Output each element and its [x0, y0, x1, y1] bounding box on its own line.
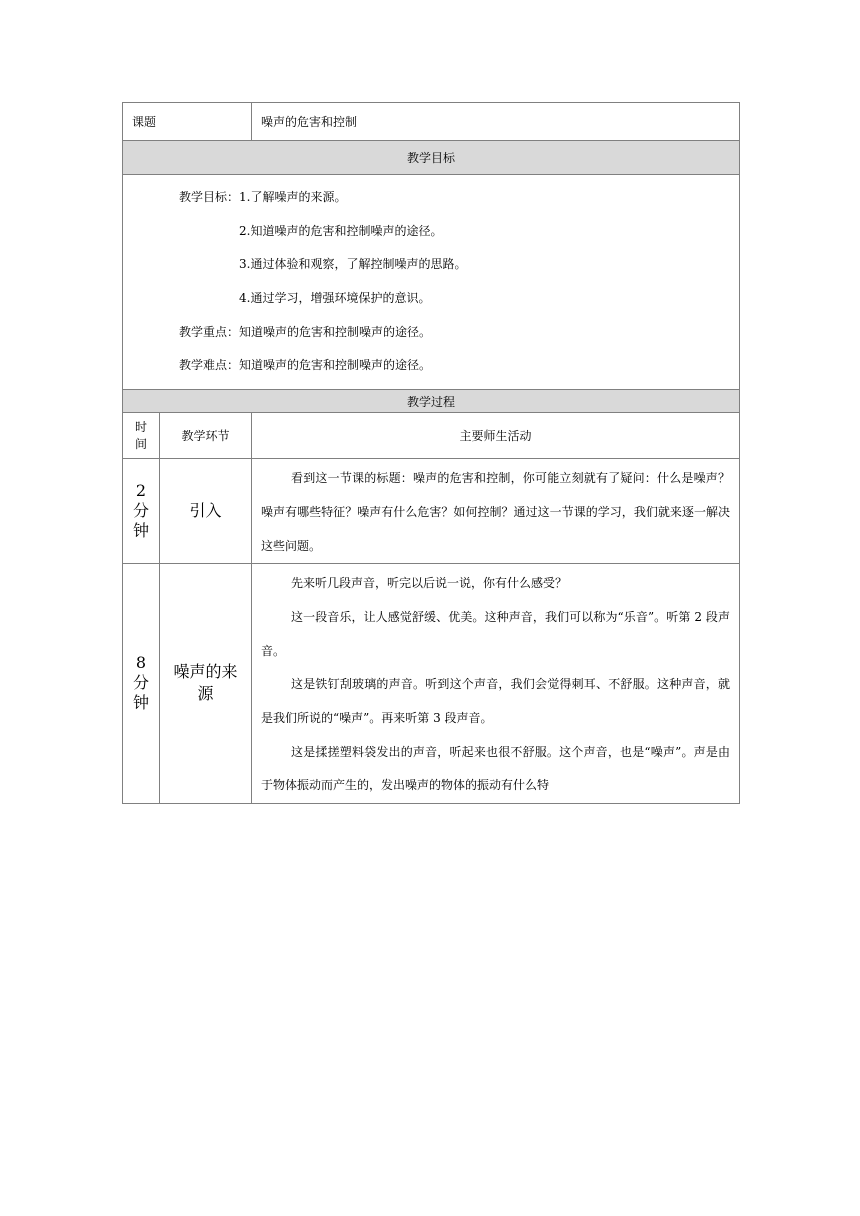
key-point-label: 教学重点：	[178, 324, 239, 339]
col-activity-header: 主要师生活动	[252, 413, 740, 459]
objectives-banner: 教学目标	[123, 141, 740, 175]
table-row	[123, 564, 740, 804]
col-time-header: 时间	[123, 413, 160, 459]
goal-item: 4.通过学习，增强环境保护的意识。	[239, 291, 431, 306]
activity-paragraph: 看到这一节课的标题：噪声的危害和控制，你可能立刻就有了疑问：什么是噪声？噪声有哪些特征？噪声有什么危害？如何控制？通过这一节课的学习，我们就来逐一解决这些问题。	[261, 471, 731, 553]
activity-paragraph: 这是揉搓塑料袋发出的声音，听起来也很不舒服。这个声音，也是“噪声”。声是由于物体振动而产生的，发出噪声的物体的振动有什么特	[261, 744, 731, 793]
difficult-point-label: 教学难点：	[178, 358, 239, 373]
row-activity	[252, 459, 740, 564]
topic-row	[123, 103, 740, 141]
activity-paragraph: 这一段音乐，让人感觉舒缓、优美。这种声音，我们可以称为“乐音”。听第 2 段声音。	[261, 609, 731, 658]
topic-value: 噪声的危害和控制	[252, 103, 740, 141]
row-time: 2分钟	[123, 459, 160, 564]
lesson-plan-table	[122, 102, 740, 804]
goal-item: 2.知道噪声的危害和控制噪声的途径。	[239, 223, 443, 238]
topic-label: 课题	[123, 103, 252, 141]
row-time: 8分钟	[123, 564, 160, 804]
row-stage: 噪声的来源	[160, 564, 252, 804]
activity-paragraph: 这是铁钉刮玻璃的声音。听到这个声音，我们会觉得刺耳、不舒服。这种声音，就是我们所说的“噪声”。再来听第 3 段声音。	[261, 677, 731, 726]
process-banner: 教学过程	[123, 390, 740, 413]
objectives-block	[123, 175, 740, 390]
goals-label: 教学目标：	[178, 190, 239, 204]
row-stage: 引入	[160, 459, 252, 564]
difficult-point: 知道噪声的危害和控制噪声的途径。	[239, 358, 432, 373]
goal-item: 3.通过体验和观察，了解控制噪声的思路。	[239, 257, 467, 272]
row-activity	[252, 564, 740, 804]
table-row	[123, 459, 740, 564]
col-stage-header: 教学环节	[160, 413, 252, 459]
key-point: 知道噪声的危害和控制噪声的途径。	[239, 324, 432, 339]
process-header-row	[123, 413, 740, 459]
activity-paragraph: 先来听几段声音，听完以后说一说，你有什么感受？	[291, 576, 568, 591]
goal-item: 1.了解噪声的来源。	[239, 190, 347, 204]
